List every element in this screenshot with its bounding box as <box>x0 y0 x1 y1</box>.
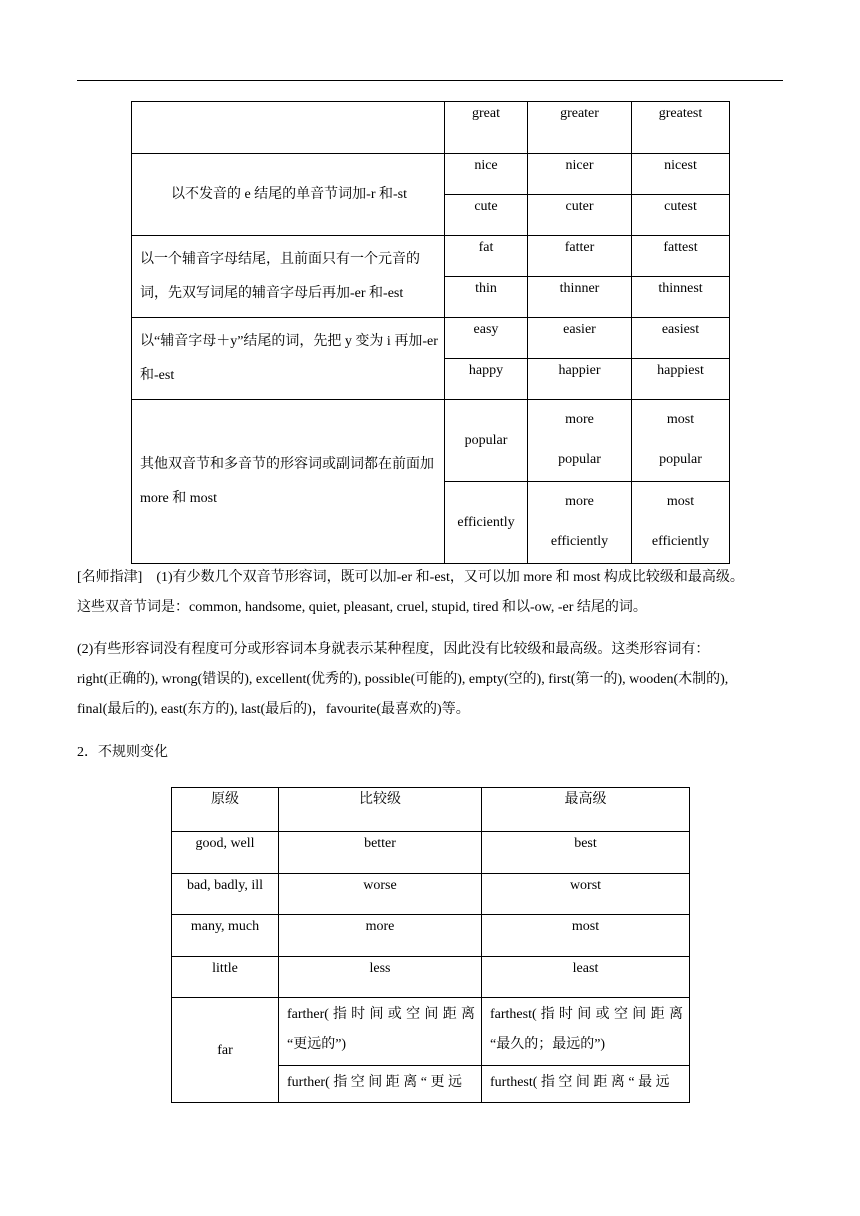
comparative-word: more <box>565 494 594 509</box>
table-row <box>132 236 730 277</box>
base-cell: efficiently <box>445 482 528 564</box>
note-paragraph-2 <box>77 635 787 725</box>
superlative-cell: cutest <box>632 195 730 236</box>
table-row <box>132 400 730 482</box>
rule-cell: 以不发音的 e 结尾的单音节词加-r 和-st <box>132 154 445 236</box>
superlative-word: efficiently <box>651 534 710 549</box>
base-cell: great <box>445 102 528 154</box>
note-line: right(正确的), wrong(错误的), excellent(优秀的), possible(可能的), empty(空的), first(第一的), wooden(木制的), <box>77 672 729 687</box>
comparative-cell <box>528 400 632 482</box>
table-row <box>172 957 690 998</box>
table-row <box>132 102 730 154</box>
regular-comparison-table <box>131 101 730 564</box>
base-cell: good, well <box>172 832 279 874</box>
comparative-word: popular <box>558 452 601 467</box>
note-line: [名师指津] (1)有少数几个双音节形容词，既可以加-er 和-est，又可以加 more 和 most 构成比较级和最高级。 <box>77 570 744 585</box>
base-cell: cute <box>445 195 528 236</box>
comparative-cell: better <box>279 832 482 874</box>
table-row <box>172 998 690 1066</box>
comparative-cell: more <box>279 915 482 957</box>
rule-cell-empty <box>132 102 445 154</box>
comparative-cell: fatter <box>528 236 632 277</box>
base-cell: nice <box>445 154 528 195</box>
table-row <box>172 915 690 957</box>
superlative-cell: greatest <box>632 102 730 154</box>
note-line: final(最后的), east(东方的), last(最后的)，favourite(最喜欢的)等。 <box>77 702 470 717</box>
rule-cell: 以一个辅音字母结尾，且前面只有一个元音的词，先双写词尾的辅音字母后再加-er 和-est <box>132 236 445 318</box>
table-row <box>172 874 690 915</box>
base-cell: bad, badly, ill <box>172 874 279 915</box>
comparative-cell: thinner <box>528 277 632 318</box>
note-line: 这些双音节词是：common, handsome, quiet, pleasant, cruel, stupid, tired 和以-ow, -er 结尾的词。 <box>77 600 647 615</box>
comparative-cell: happier <box>528 359 632 400</box>
base-cell: many, much <box>172 915 279 957</box>
section-heading: 2．不规则变化 <box>77 745 168 760</box>
superlative-cell: least <box>482 957 690 998</box>
comparative-cell: worse <box>279 874 482 915</box>
note-line: (2)有些形容词没有程度可分或形容词本身就表示某种程度，因此没有比较级和最高级。这类形容词有： <box>77 642 710 657</box>
header-rule <box>77 80 783 81</box>
rule-cell: 以“辅音字母＋y”结尾的词，先把 y 变为 i 再加-er 和-est <box>132 318 445 400</box>
superlative-cell: nicest <box>632 154 730 195</box>
comparative-cell: nicer <box>528 154 632 195</box>
superlative-word: most <box>666 494 695 509</box>
comparative-cell: less <box>279 957 482 998</box>
base-cell: far <box>172 998 279 1103</box>
superlative-cell <box>632 400 730 482</box>
irregular-comparison-table <box>171 787 690 1103</box>
table-header-row <box>172 788 690 832</box>
column-header: 比较级 <box>279 788 482 832</box>
table-row <box>132 154 730 195</box>
comparative-word: efficiently <box>550 534 609 549</box>
superlative-cell: farthest( 指 时 间 或 空 间 距 离 “最久的；最远的”) <box>482 998 690 1066</box>
superlative-cell <box>632 482 730 564</box>
superlative-cell: furthest( 指 空 间 距 离 “ 最 远 <box>482 1066 690 1103</box>
comparative-cell: easier <box>528 318 632 359</box>
superlative-cell: worst <box>482 874 690 915</box>
column-header: 原级 <box>172 788 279 832</box>
base-cell: thin <box>445 277 528 318</box>
superlative-word: popular <box>659 452 702 467</box>
comparative-cell <box>528 482 632 564</box>
base-cell: happy <box>445 359 528 400</box>
table-row <box>132 318 730 359</box>
comparative-word: more <box>565 412 594 427</box>
comparative-cell: further( 指 空 间 距 离 “ 更 远 <box>279 1066 482 1103</box>
superlative-cell: thinnest <box>632 277 730 318</box>
comparative-cell: farther( 指 时 间 或 空 间 距 离 “更远的”) <box>279 998 482 1066</box>
base-cell: little <box>172 957 279 998</box>
comparative-cell: cuter <box>528 195 632 236</box>
superlative-cell: best <box>482 832 690 874</box>
base-cell: popular <box>445 400 528 482</box>
column-header: 最高级 <box>482 788 690 832</box>
superlative-word: most <box>666 412 695 427</box>
base-cell: fat <box>445 236 528 277</box>
superlative-cell: most <box>482 915 690 957</box>
superlative-cell: happiest <box>632 359 730 400</box>
superlative-cell: easiest <box>632 318 730 359</box>
table-row <box>172 832 690 874</box>
note-paragraph-1 <box>77 563 787 623</box>
superlative-cell: fattest <box>632 236 730 277</box>
comparative-cell: greater <box>528 102 632 154</box>
rule-cell: 其他双音节和多音节的形容词或副词都在前面加 more 和 most <box>132 400 445 564</box>
base-cell: easy <box>445 318 528 359</box>
